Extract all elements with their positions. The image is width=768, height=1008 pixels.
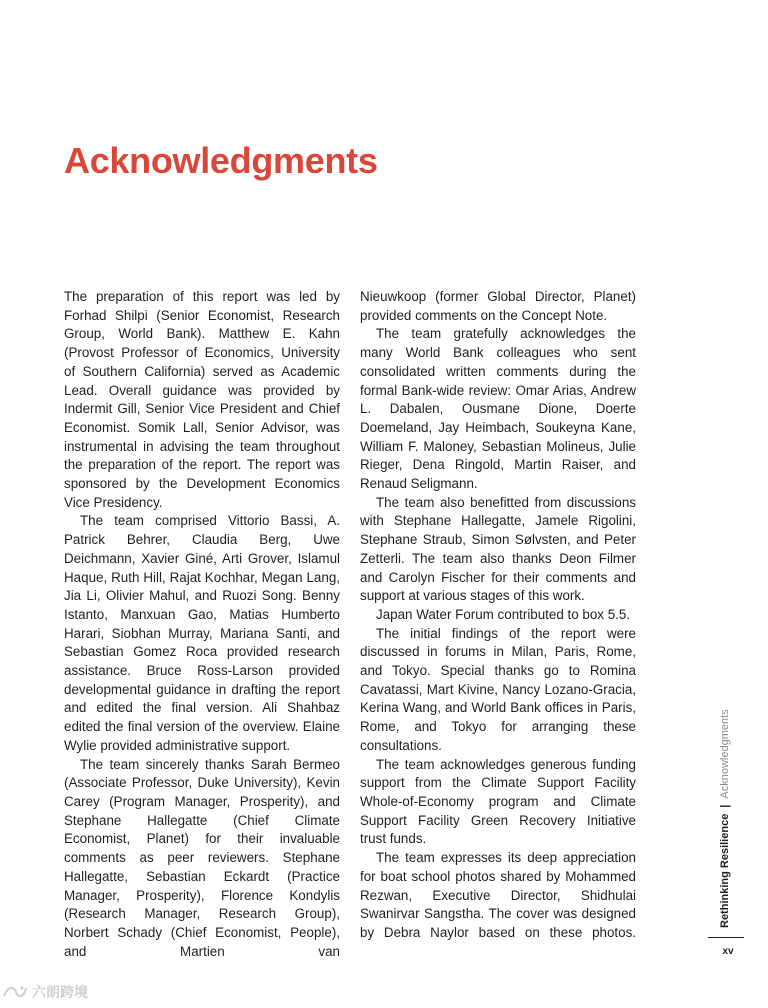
- running-head-chapter: Acknowledgments: [719, 709, 731, 799]
- paragraph: The team gratefully acknowledges the many World Bank colleagues who sent consolidated written comments during the formal Bank-wide review: Omar Arias, Andrew L. Dabalen, Ousmane Dione, Doerte Doemeland, Jay Heimbach, Soukeyna Kane, William F. Maloney, Sebastian Molineus, Julie Rieger, Dena Ringold, Martin Raiser, and Renaud Seligmann.: [360, 326, 636, 492]
- page-title: Acknowledgments: [64, 140, 378, 181]
- page-number: xv: [722, 946, 734, 957]
- watermark-logo-icon: [2, 984, 28, 1000]
- watermark-text: 六朗跨境: [32, 985, 88, 1001]
- watermark: [2, 980, 88, 1004]
- paragraph: The team also benefitted from discussions with Stephane Hallegatte, Jamele Rigolini, Stephane Straub, Simon Sølvsten, and Peter Zetterli. The team also thanks Deon Filmer and Carolyn Fischer for their comments and support at various stages of this work.: [360, 494, 636, 604]
- left-column: [64, 288, 340, 961]
- running-head-separator: |: [719, 804, 731, 808]
- right-column: [360, 288, 636, 943]
- paragraph: Nieuwkoop (former Global Director, Planet) provided comments on the Concept Note.: [360, 289, 636, 323]
- running-head: [716, 668, 734, 928]
- paragraph: The initial findings of the report were discussed in forums in Milan, Paris, Rome, and Tokyo. Special thanks go to Romina Cavatassi, Mart Kivine, Nancy Lozano-Gracia, Kerina Wang, and World Bank offices in Paris, Rome, and Tokyo for arranging these consultations.: [360, 625, 636, 753]
- paragraph: The team comprised Vittorio Bassi, A. Patrick Behrer, Claudia Berg, Uwe Deichmann, Xavier Giné, Arti Grover, Islamul Haque, Ruth Hill, Rajat Kochhar, Megan Lang, Jia Li, Olivier Mahul, and Ruozi Song. Benny Istanto, Manxuan Gao, Matias Humberto Harari, Siobhan Murray, Mariana Santi, and Sebastian Gomez Roca provided research assistance. Bruce Ross-Larson provided developmental guidance in drafting the report and edited the final version. Ali Shahbaz edited the final version of the overview. Elaine Wylie provided administrative support.: [64, 513, 340, 753]
- paragraph: The preparation of this report was led by Forhad Shilpi (Senior Economist, Research Group, World Bank). Matthew E. Kahn (Provost Professor of Economics, University of Southern California) served as Academic Lead. Overall guidance was provided by Indermit Gill, Senior Vice President and Chief Economist. Somik Lall, Senior Advisor, was instrumental in advising the team throughout the preparation of the report. The report was sponsored by the Development Economics Vice Presidency.: [64, 289, 340, 510]
- running-head-book-title: Rethinking Resilience: [719, 813, 731, 928]
- footer-rule: [708, 937, 744, 938]
- paragraph: The team expresses its deep appreciation for boat school photos shared by Mohammed Rezwan, Executive Director, Shidhulai Swanirvar Sangstha. The cover was designed by Debra Naylor based on these photos.: [360, 850, 636, 940]
- paragraph: Japan Water Forum contributed to box 5.5.: [376, 606, 631, 622]
- paragraph: The team acknowledges generous funding support from the Climate Support Facility Whole-of-Economy program and Climate Support Facility Green Recovery Initiative trust funds.: [360, 756, 636, 847]
- paragraph: The team sincerely thanks Sarah Bermeo (Associate Professor, Duke University), Kevin Carey (Program Manager, Prosperity), and Stephane Hallegatte (Chief Climate Economist, Planet) for their invaluable comments as peer reviewers. Stephane Hallegatte, Sebastian Eckardt (Practice Manager, Prosperity), Florence Kondylis (Research Manager, Research Group), Norbert Schady (Chief Economist, People), and Martien van: [64, 756, 340, 959]
